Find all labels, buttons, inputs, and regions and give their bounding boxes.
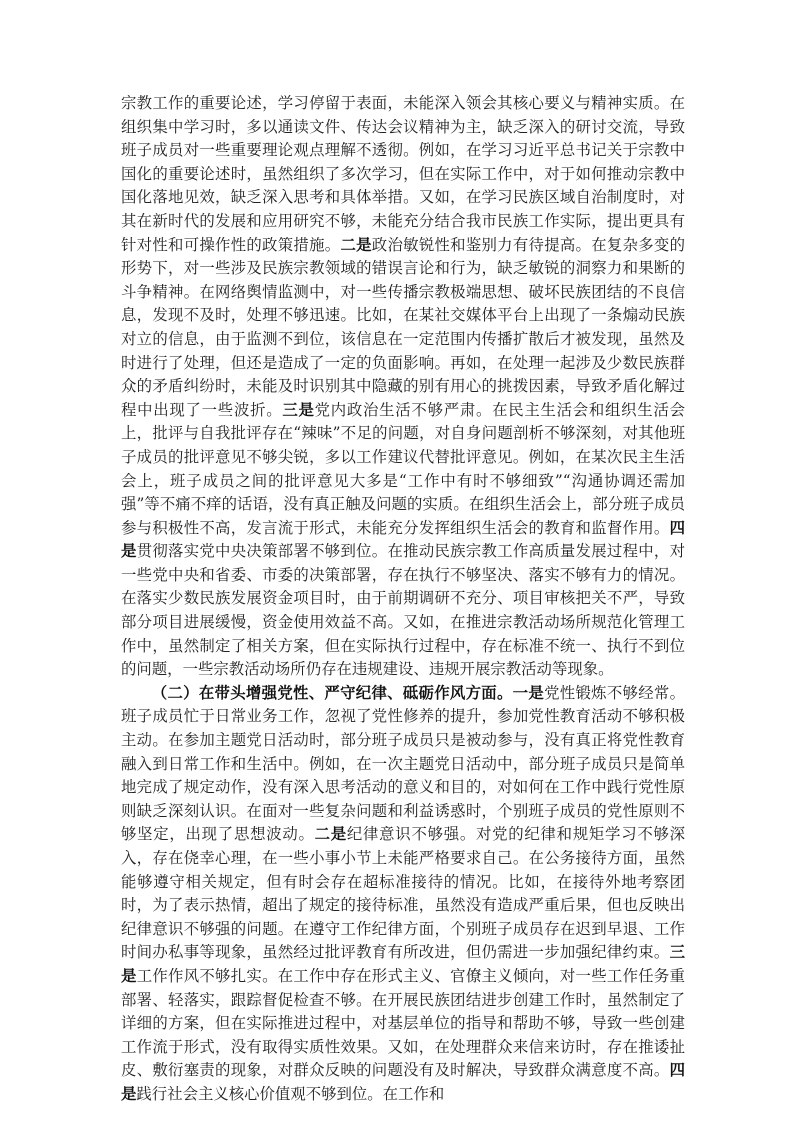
text-segment: 践行社会主义核心价值观不够到位。在工作和 xyxy=(136,1084,445,1103)
text-segment: 党内政治生活不够严肃。在民主生活会和组织生活会上，批评与自我批评存在“辣味”不足的问题，对自身问题剖析不够深刻，对其他班子成员的批评意见不够尖锐，多以工作建议代替批评意见。例如，在某次民主生活会上，班子成员之间的批评意见大多是“工作中有时不够细致”“沟通协调还需加强”等不痛不痒的话语，没有真正触及问题的实质。在组织生活会上，部分班子成员参与积极性不高，发言流于形式，未能充分发挥组织生活会的教育和监督作用。 xyxy=(121,400,685,537)
section-heading: （二）在带头增强党性、严守纪律、砥砺作风方面。 xyxy=(151,683,513,702)
text-segment: 宗教工作的重要论述，学习停留于表面，未能深入领会其核心要义与精神实质。在组织集中学习时，多以通读文件、传达会议精神为主，缺乏深入的研讨交流，导致班子成员对一些重要理论观点理解不透彻。例如，在学习习近平总书记关于宗教中国化的重要论述时，虽然组织了多次学习，但在实际工作中，对于如何推动宗教中国化落地见效，缺乏深入思考和具体举措。又如，在学习民族区域自治制度时，对其在新时代的发展和应用研究不够，未能充分结合我市民族工作实际，提出更具有针对性和可操作性的政策措施。 xyxy=(121,94,685,254)
ordinal-marker: 一是 xyxy=(512,683,545,702)
ordinal-marker: 四是 xyxy=(121,518,685,561)
ordinal-marker: 三是 xyxy=(121,943,685,985)
text-segment: 工作作风不够扎实。在工作中存在形式主义、官僚主义倾向，对一些工作任务重部署、轻落实，跟踪督促检查不够。在开展民族团结进步创建工作时，虽然制定了详细的方案，但在实际推进过程中，对基层单位的指导和帮助不够，导致一些创建工作流于形式，没有取得实质性效果。又如，在处理群众来信来访时，存在推诿扯皮、敷衍塞责的现象，对群众反映的问题没有及时解决，导致群众满意度不高。 xyxy=(121,966,685,1080)
ordinal-marker: 二是 xyxy=(340,235,372,254)
text-segment: 党性锻炼不够经常。班子成员忙于日常业务工作，忽视了党性修养的提升，参加党性教育活动不够积极主动。在参加主题党日活动时，部分班子成员只是被动参与，没有真正将党性教育融入到日常工作和生活中。例如，在一次主题党日活动中，部分班子成员只是简单地完成了规定动作，没有深入思考活动的意义和目的，对如何在工作中践行党性原则缺乏深刻认识。在面对一些复杂问题和利益诱惑时，个别班子成员的党性原则不够坚定，出现了思想波动。 xyxy=(121,683,685,844)
ordinal-marker: 三是 xyxy=(282,400,315,419)
paragraph-party-spirit-discipline xyxy=(121,682,685,1107)
text-segment: 贯彻落实党中央决策部署不够到位。在推动民族宗教工作高质量发展过程中，对一些党中央和省委、市委的决策部署，存在执行不够坚决、落实不够有力的情况。在落实少数民族发展资金项目时，由于前期调研不充分、项目审核把关不严，导致部分项目进展缓慢，资金使用效益不高。又如，在推进宗教活动场所规范化管理工作中，虽然制定了相关方案，但在实际执行过程中，存在标准不统一、执行不到位的问题，一些宗教活动场所仍存在违规建设、违规开展宗教活动等现象。 xyxy=(121,542,685,679)
ordinal-marker: 四是 xyxy=(121,1061,685,1103)
ordinal-marker: 二是 xyxy=(314,825,347,844)
text-segment: 政治敏锐性和鉴别力有待提高。在复杂多变的形势下，对一些涉及民族宗教领域的错误言论和行为，缺乏敏锐的洞察力和果断的斗争精神。在网络舆情监测中，对一些传播宗教极端思想、破坏民族团结的不良信息，发现不及时，处理不够迅速。比如，在某社交媒体平台上出现了一条煽动民族对立的信息，由于监测不到位，该信息在一定范围内传播扩散后才被发现，虽然及时进行了处理，但还是造成了一定的负面影响。再如，在处理一起涉及少数民族群众的矛盾纠纷时，未能及时识别其中隐藏的别有用心的挑拨因素，导致矛盾化解过程中出现了一些波折。 xyxy=(121,235,685,419)
document-page xyxy=(121,92,685,1107)
text-segment: 纪律意识不够强。对党的纪律和规矩学习不够深入，存在侥幸心理，在一些小事小节上未能严格要求自己。在公务接待方面，虽然能够遵守相关规定，但有时会存在超标准接待的情况。比如，在接待外地考察团时，为了表示热情，超出了规定的接待标准，虽然没有造成严重后果，但也反映出纪律意识不够强的问题。在遵守工作纪律方面，个别班子成员存在迟到早退、工作时间办私事等现象，虽然经过批评教育有所改进，但仍需进一步加强纪律约束。 xyxy=(121,825,685,962)
paragraph-political-issues xyxy=(121,92,685,682)
